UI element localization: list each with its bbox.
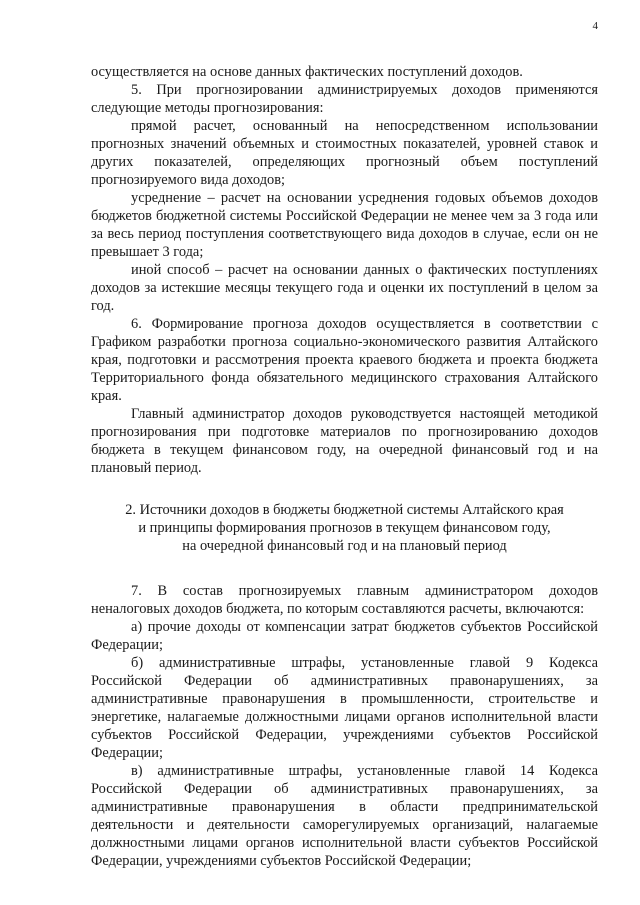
section-heading-line: на очередной финансовый год и на плановый период (182, 538, 507, 554)
paragraph-subitem-b: б) административные штрафы, установленные главой 9 Кодекса Российской Федерации об административных правонарушениях, за административные правонарушения в промышленности, строительстве и энергетике, налагаемые должностными лицами органов исполнительной власти субъектов Российской Федерации, учреждениями субъектов Российской Федерации; (91, 655, 598, 761)
document-body (91, 63, 598, 870)
section-heading-line: и принципы формирования прогнозов в текущем финансовом году, (138, 520, 551, 536)
paragraph-other-method: иной способ – расчет на основании данных о фактических поступлениях доходов за истекшие месяцы текущего года и оценки их поступлений в целом за год. (91, 262, 598, 314)
paragraph-item-6: 6. Формирование прогноза доходов осуществляется в соответствии с Графиком разработки прогноза социально-экономического развития Алтайского края, подготовки и рассмотрения проекта краевого бюджета и проекта бюджета Территориального фонда обязательного медицинского страхования Алтайского края. (91, 316, 598, 404)
paragraph-item-7: 7. В состав прогнозируемых главным администратором доходов неналоговых доходов бюджета, по которым составляются расчеты, включаются: (91, 583, 598, 617)
page-number: 4 (592, 20, 598, 32)
paragraph-averaging: усреднение – расчет на основании усреднения годовых объемов доходов бюджетов бюджетной системы Российской Федерации не менее чем за 3 года или за весь период поступления соответствующего вида доходов в случае, если он не превышает 3 года; (91, 190, 598, 260)
paragraph-subitem-a: а) прочие доходы от компенсации затрат бюджетов субъектов Российской Федерации; (91, 619, 598, 653)
section-heading-line: 2. Источники доходов в бюджеты бюджетной системы Алтайского края (125, 502, 564, 518)
paragraph-chief-administrator: Главный администратор доходов руководствуется настоящей методикой прогнозирования при подготовке материалов по прогнозированию доходов бюджета в текущем финансовом году, на очередной финансовый год и на плановый период. (91, 406, 598, 476)
paragraph-direct-calculation: прямой расчет, основанный на непосредственном использовании прогнозных значений объемных и стоимостных показателей, уровней ставок и других показателей, определяющих прогнозный объем поступлений прогнозируемого вида доходов; (91, 118, 598, 188)
paragraph-continuation: осуществляется на основе данных фактических поступлений доходов. (91, 64, 523, 80)
paragraph-subitem-v: в) административные штрафы, установленные главой 14 Кодекса Российской Федерации об административных правонарушениях, за административные правонарушения в области предпринимательской деятельности и деятельности саморегулируемых организаций, налагаемые должностными лицами органов исполнительной власти субъектов Российской Федерации, учреждениями субъектов Российской Федерации; (91, 763, 598, 869)
section-heading (91, 501, 598, 555)
paragraph-item-5: 5. При прогнозировании администрируемых доходов применяются следующие методы прогнозирования: (91, 82, 598, 116)
